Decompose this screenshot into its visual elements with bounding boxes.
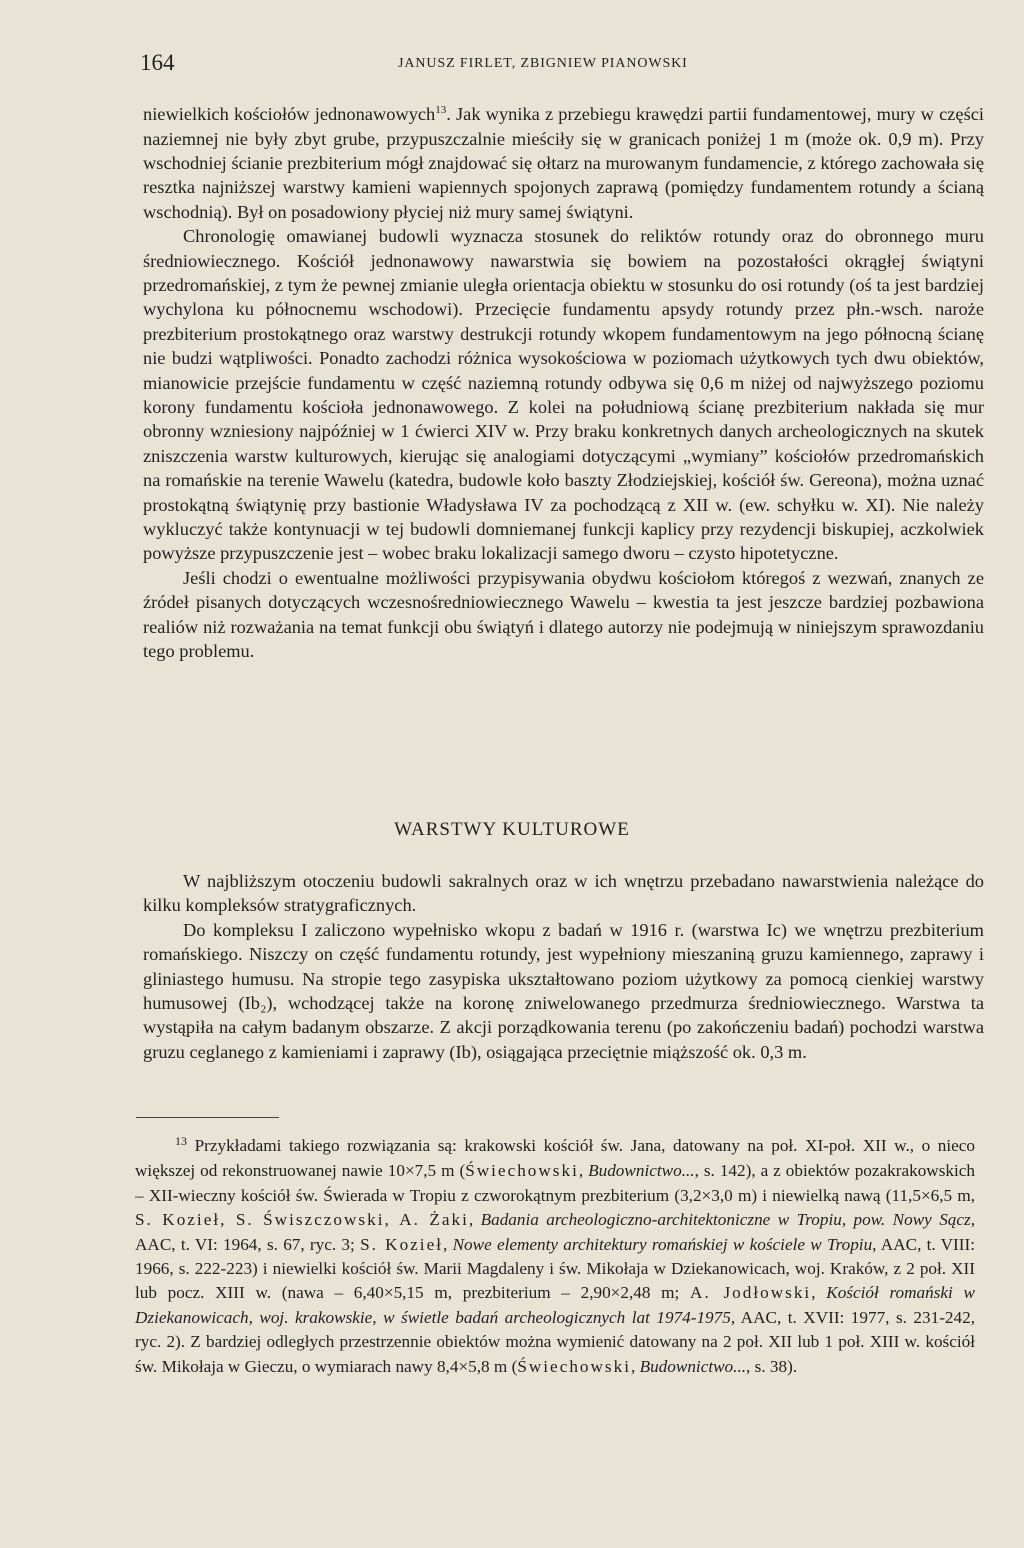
footnote-title: Budownictwo... <box>639 1356 747 1376</box>
footnote-text: , AAC, t. XVII: 1977, s. 231-242, ryc. 2). Z bardziej odległych przestrzennie obiektów można wymienić datowany na 2 poł. XII lub 1 poł. XIII w. kościół św. Mikołaja w Gieczu, o wymiarach nawy 8,4×5,8 m ( <box>135 1307 975 1376</box>
paragraph-1-text: niewielkich kościołów jednonawowych <box>143 104 436 125</box>
footnote-text: , s. 38). <box>746 1356 798 1376</box>
footnote-divider <box>136 1117 279 1118</box>
page-number: 164 <box>140 50 175 75</box>
paragraph-1-rest: . Jak wynika z przebiegu krawędzi partii fundamentowej, mury w części naziemnej nie były zbyt grube, przypuszczalnie mieściły się w granicach poniżej 1 m (może ok. 0,9 m). Przy wschodniej ścianie prezbiterium mógł znajdować się ołtarz na murowanym fundamencie, z którego zachowała się resztka najniższej warstwy kamieni wapiennych spojonych zaprawą (pomiędzy fundamentem rotundy a ścianą wschodnią). Był on posadowiony płyciej niż mury samej świątyni. <box>143 104 984 222</box>
footnote-mark: 13 <box>175 1134 187 1148</box>
footnote-author: S. Kozieł <box>360 1234 443 1254</box>
page-header <box>140 50 984 80</box>
footnote-text: , <box>468 1210 481 1230</box>
section-paragraph-1: W najbliższym otoczeniu budowli sakralnych oraz w ich wnętrzu przebadano nawarstwienia należące do kilku kompleksów stratygraficznych. <box>143 871 984 916</box>
footnote-text: Przykładami takiego rozwiązania są: krakowski kościół św. Jana, datowany na poł. XI-poł. XII w., o nieco większej od rekonstruowanej nawie 10×7,5 m ( <box>135 1136 975 1181</box>
footnote-text: , AAC, t. VIII: 1966, s. 222-223) i niewielki kościół św. Marii Magdaleny i św. Mikołaja w Dziekanowicach, woj. Kraków, z 2 poł. XII lub pocz. XIII w. (nawa – 6,40×5,15 m, prezbiterium – 2,90×2,48 m; <box>135 1234 975 1303</box>
footnote-13 <box>135 1134 975 1379</box>
paragraph-3: Jeśli chodzi o ewentualne możliwości przypisywania obydwu kościołom któregoś z wezwań, znanych ze źródeł pisanych dotyczących wczesnośredniowiecznego Wawelu – kwestia ta jest jeszcze bardziej pozbawiona realiów niż rozważania na temat funkcji obu świątyń i dlatego autorzy nie podejmują w niniejszym sprawozdaniu tego problemu. <box>143 567 984 662</box>
footnote-author: Świechowski <box>465 1161 579 1181</box>
footnote-text: , <box>811 1283 827 1303</box>
footnote-text: , <box>630 1356 640 1376</box>
footnote-title: Budownictwo... <box>588 1161 695 1181</box>
paragraph-1 <box>143 98 984 224</box>
footnote-text: , <box>443 1234 453 1254</box>
body-text <box>143 98 984 663</box>
footnote-reference: 13 <box>435 104 447 116</box>
paragraph-2: Chronologię omawianej budowli wyznacza stosunek do reliktów rotundy oraz do obronnego muru średniowiecznego. Kościół jednonawowy nawarstwia się bowiem na pozostałości okrągłej świątyni przedromańskiej, z tym że pewnej zmianie uległa orientacja obiektu w stosunku do osi rotundy (oś ta jest bardziej wychylona ku północnemu wschodowi). Przecięcie fundamentu apsydy rotundy przez płn.-wsch. naroże prezbiterium prostokątnego oraz warstwy destrukcji rotundy wkopem fundamentowym na jego północną ścianę nie budzi wątpliwości. Ponadto zachodzi różnica wysokościowa w poziomach użytkowych tych dwu obiektów, mianowicie przejście fundamentu w część naziemną rotundy odbywa się 0,6 m niżej od najwyższego poziomu korony fundamentu kościoła jednonawowego. Z kolei na południową ścianę prezbiterium nakłada się mur obronny wzniesiony najpóźniej w 1 ćwierci XIV w. Przy braku konkretnych danych archeologicznych na skutek zniszczenia warstw kulturowych, kierując się analogiami dotyczącymi „wymiany” kościołów przedromańskich na romańskie na terenie Wawelu (katedra, budowle koło baszty Złodziejskiej, kościół św. Gereona), można uznać prostokątną świątynię przy bastionie Władysława IV za pochodzącą z XII w. (ew. schyłku w. XI). Nie należy wykluczyć także kontynuacji w tej budowli domniemanej funkcji kaplicy przy rezydencji biskupiej, aczkolwiek powyższe przypuszczenie jest – wobec braku lokalizacji samego dworu – czysto hipotetyczne. <box>143 226 984 564</box>
footnote-text: , <box>578 1161 589 1181</box>
footnote-title: Nowe elementy architektury romańskiej w kościele w Tropiu <box>452 1234 873 1254</box>
section-text <box>143 869 984 1064</box>
footnote-title: Kościół romański w Dziekanowicach, woj. krakowskie, w świetle badań archeologicznych lat 1974-1975 <box>135 1283 975 1327</box>
footnote-author: A. Jodłowski <box>690 1283 812 1303</box>
footnote-title: Badania archeologiczno-architektoniczne w Tropiu, pow. Nowy Sącz <box>480 1210 971 1230</box>
section-heading: WARSTWY KULTUROWE <box>394 819 630 840</box>
footnote-text: , AAC, t. VI: 1964, s. 67, ryc. 3; <box>135 1210 976 1254</box>
running-head: JANUSZ FIRLET, ZBIGNIEW PIANOWSKI <box>398 56 688 71</box>
footnote-author: Świechowski <box>517 1356 631 1376</box>
footnote-text: , s. 142), a z obiektów pozakrakowskich – XII-wieczny kościół św. Świerada w Tropiu z czworokątnym prezbiterium (3,2×3,0 m) i niewielką nawą (11,5×6,5 m, <box>135 1161 975 1205</box>
section-paragraph-2: Do kompleksu I zaliczono wypełnisko wkopu z badań w 1916 r. (warstwa Ic) we wnętrzu prezbiterium romańskiego. Niszczy on część fundamentu rotundy, jest wypełniony mieszaniną gruzu kamiennego, zaprawy i gliniastego humusu. Na stropie tego zasypiska ukształtowano poziom użytkowy za pomocą cienkiej warstwy humusowej (Ib₂), wchodzącej także na koronę zniwelowanego przedmurza średniowiecznego. Warstwa ta wystąpiła na całym badanym obszarze. Z akcji porządkowania terenu (po zakończeniu badań) pochodzi warstwa gruzu ceglanego z kamieniami i zaprawy (Ib), osiągająca przeciętnie miąższość ok. 0,3 m. <box>143 919 984 1062</box>
footnote-author: S. Kozieł, S. Świszczowski, A. Żaki <box>135 1210 469 1230</box>
